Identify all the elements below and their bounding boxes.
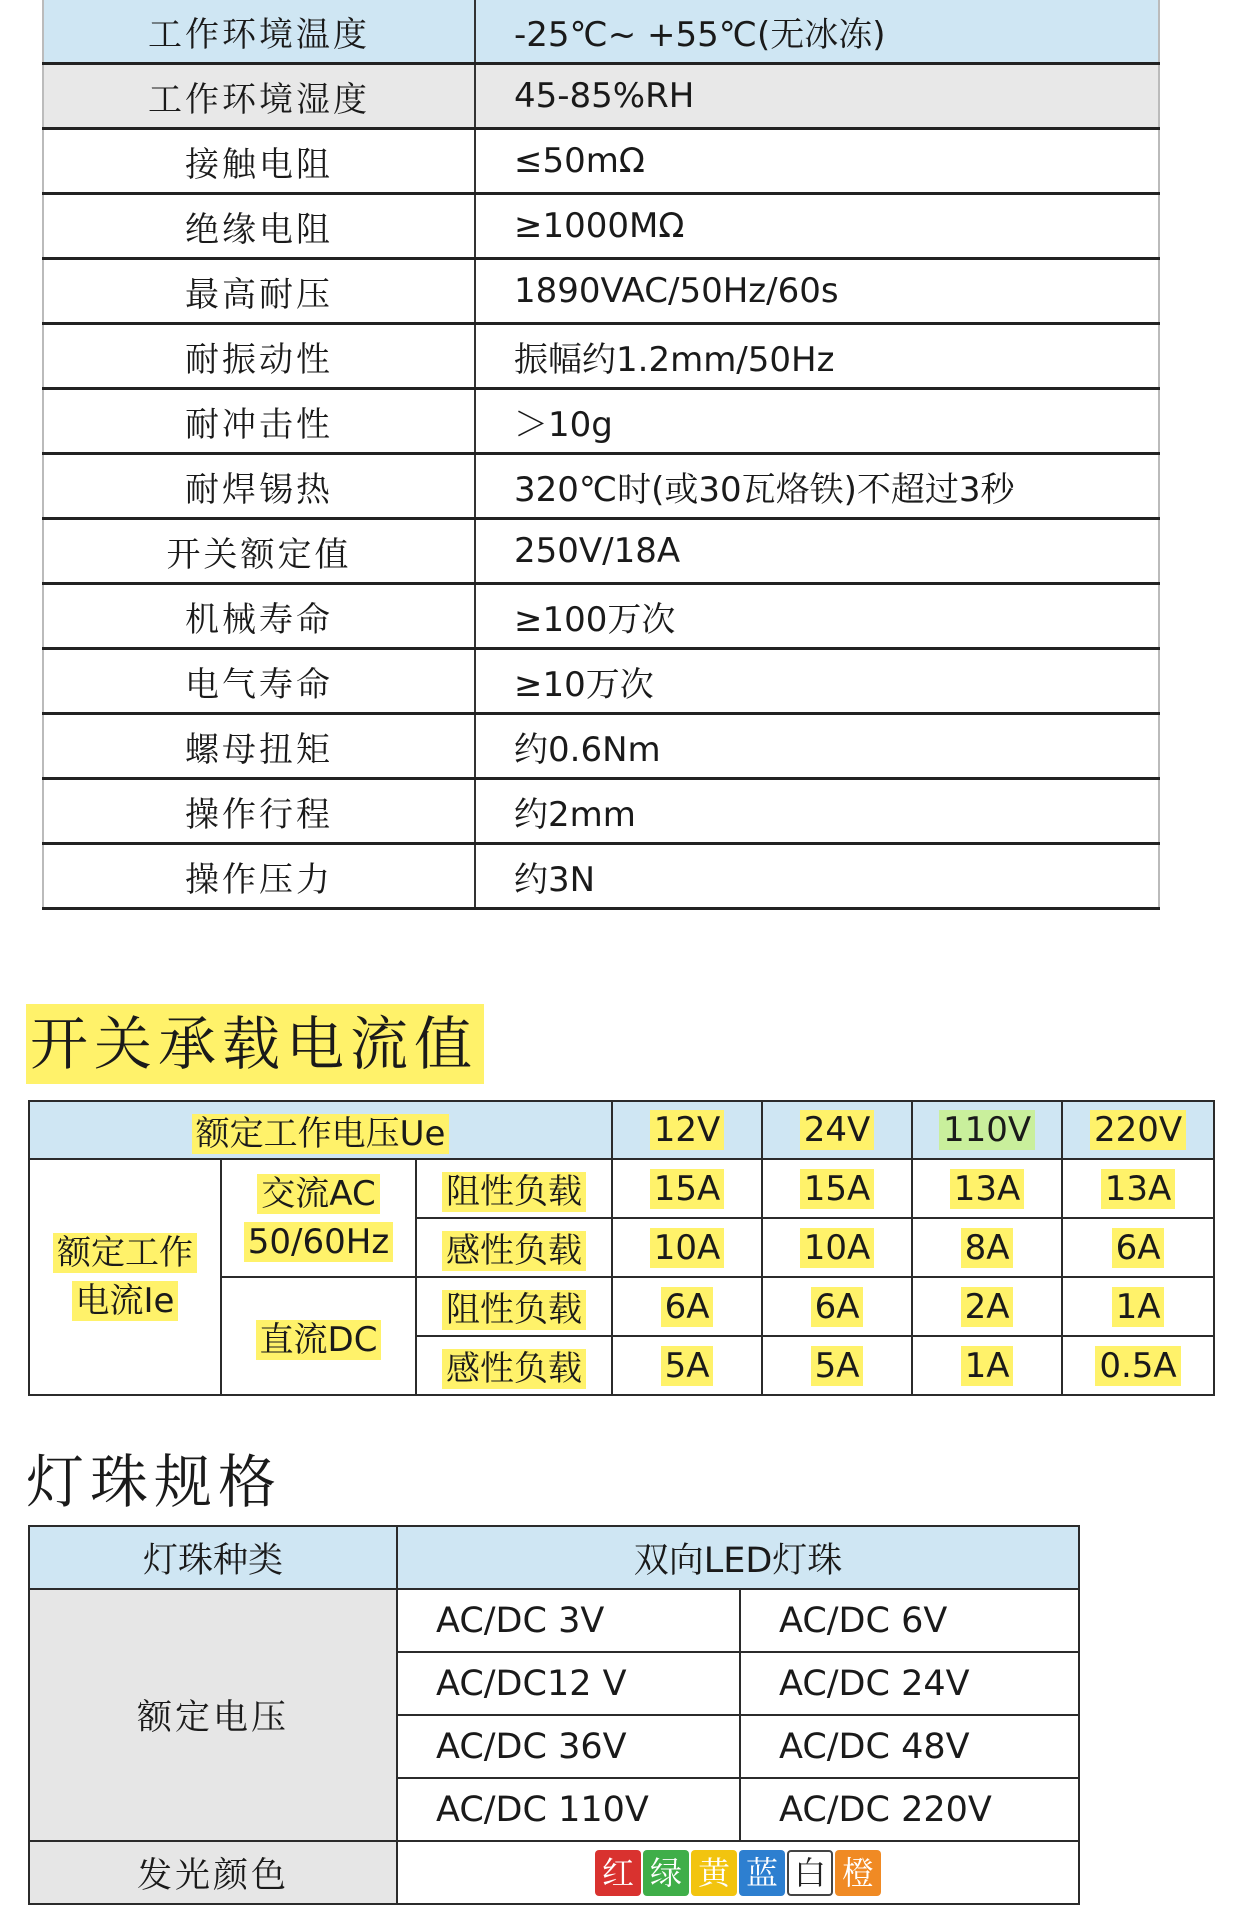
load-label: 阻性负载 <box>442 1290 586 1330</box>
voltage-cell <box>1062 1101 1214 1159</box>
voltage-cell <box>912 1101 1062 1159</box>
table-row <box>43 779 1159 844</box>
lamp-voltage: AC/DC 3V <box>397 1589 740 1652</box>
spec-label: 接触电阻 <box>43 129 475 194</box>
section-title-lamp: 灯珠规格 <box>26 1448 283 1516</box>
table-row <box>29 1589 1079 1652</box>
spec-label: 耐振动性 <box>43 324 475 389</box>
ac-label-line1: 交流AC <box>257 1174 379 1214</box>
ac-label-line2: 50/60Hz <box>244 1222 393 1262</box>
current-value: 10A <box>650 1228 725 1268</box>
table-row <box>43 0 1159 64</box>
load-cell <box>416 1218 612 1277</box>
current-value: 2A <box>961 1287 1014 1327</box>
voltage-label: 110V <box>939 1110 1035 1150</box>
current-group-line1: 额定工作 <box>53 1233 197 1273</box>
current-value: 5A <box>661 1346 714 1386</box>
lamp-voltage: AC/DC 36V <box>397 1715 740 1778</box>
spec-value: 320℃时(或30瓦烙铁)不超过3秒 <box>475 454 1159 519</box>
current-value: 13A <box>950 1169 1025 1209</box>
voltage-cell <box>762 1101 912 1159</box>
color-chip-red: 红 <box>595 1850 641 1896</box>
color-chips <box>397 1841 1079 1904</box>
color-chip-green: 绿 <box>643 1850 689 1896</box>
table-row <box>43 324 1159 389</box>
current-value-cell <box>762 1159 912 1218</box>
spec-label: 操作行程 <box>43 779 475 844</box>
current-value: 10A <box>800 1228 875 1268</box>
lamp-voltage: AC/DC 24V <box>740 1652 1079 1715</box>
color-chip-orange: 橙 <box>835 1850 881 1896</box>
lamp-voltage: AC/DC 6V <box>740 1589 1079 1652</box>
current-value-cell <box>1062 1277 1214 1336</box>
current-value: 15A <box>650 1169 725 1209</box>
table-row <box>43 844 1159 909</box>
table-row <box>43 389 1159 454</box>
table-row <box>43 649 1159 714</box>
table-row <box>43 194 1159 259</box>
lamp-voltage: AC/DC 220V <box>740 1778 1079 1841</box>
spec-label: 绝缘电阻 <box>43 194 475 259</box>
table-row <box>43 129 1159 194</box>
table-row <box>29 1841 1079 1904</box>
voltage-label: 220V <box>1090 1110 1186 1150</box>
current-value-cell <box>762 1277 912 1336</box>
spec-value: 1890VAC/50Hz/60s <box>475 259 1159 324</box>
current-value: 1A <box>961 1346 1014 1386</box>
current-value-cell <box>612 1159 762 1218</box>
load-label: 感性负载 <box>442 1349 586 1389</box>
current-value-cell <box>1062 1336 1214 1395</box>
table-row <box>43 64 1159 129</box>
spec-label: 工作环境湿度 <box>43 64 475 129</box>
ac-cell <box>221 1159 416 1277</box>
dc-cell <box>221 1277 416 1395</box>
table-row <box>43 519 1159 584</box>
spec-value: 250V/18A <box>475 519 1159 584</box>
current-value: 15A <box>800 1169 875 1209</box>
current-value: 1A <box>1112 1287 1165 1327</box>
dc-label: 直流DC <box>256 1320 382 1360</box>
table-row <box>29 1159 1214 1218</box>
lamp-voltage: AC/DC12 V <box>397 1652 740 1715</box>
current-value-cell <box>612 1336 762 1395</box>
load-cell <box>416 1277 612 1336</box>
spec-label: 耐冲击性 <box>43 389 475 454</box>
spec-value: 45-85%RH <box>475 64 1159 129</box>
spec-value: ≥1000MΩ <box>475 194 1159 259</box>
load-cell <box>416 1336 612 1395</box>
rated-voltage-label: 额定电压 <box>29 1589 397 1841</box>
current-value-cell <box>612 1277 762 1336</box>
lamp-table <box>28 1525 1080 1905</box>
table-header-row <box>29 1101 1214 1159</box>
spec-label: 耐焊锡热 <box>43 454 475 519</box>
current-value: 6A <box>1112 1228 1165 1268</box>
spec-table <box>42 0 1160 910</box>
current-value-cell <box>912 1218 1062 1277</box>
spec-value: 约0.6Nm <box>475 714 1159 779</box>
voltage-cell <box>612 1101 762 1159</box>
spec-value: 振幅约1.2mm/50Hz <box>475 324 1159 389</box>
section-title-current: 开关承载电流值 <box>26 1004 484 1084</box>
voltage-header-cell <box>29 1101 612 1159</box>
table-row <box>43 714 1159 779</box>
lamp-type-label: 灯珠种类 <box>29 1526 397 1589</box>
current-value: 5A <box>811 1346 864 1386</box>
current-value-cell <box>912 1159 1062 1218</box>
color-chip-blue: 蓝 <box>739 1850 785 1896</box>
voltage-label: 24V <box>800 1110 875 1150</box>
spec-value: 约2mm <box>475 779 1159 844</box>
current-table <box>28 1100 1215 1396</box>
spec-value: ＞10g <box>475 389 1159 454</box>
lamp-voltage: AC/DC 110V <box>397 1778 740 1841</box>
spec-label: 工作环境温度 <box>43 0 475 64</box>
spec-label: 螺母扭矩 <box>43 714 475 779</box>
spec-value: ≥10万次 <box>475 649 1159 714</box>
current-value: 6A <box>661 1287 714 1327</box>
current-group-cell <box>29 1159 221 1395</box>
voltage-label: 12V <box>650 1110 725 1150</box>
lamp-type-value: 双向LED灯珠 <box>397 1526 1079 1589</box>
spec-label: 开关额定值 <box>43 519 475 584</box>
lamp-voltage: AC/DC 48V <box>740 1715 1079 1778</box>
emit-color-label: 发光颜色 <box>29 1841 397 1904</box>
load-label: 阻性负载 <box>442 1172 586 1212</box>
current-value: 8A <box>961 1228 1014 1268</box>
table-row <box>43 584 1159 649</box>
current-value-cell <box>762 1336 912 1395</box>
spec-label: 最高耐压 <box>43 259 475 324</box>
load-cell <box>416 1159 612 1218</box>
current-value-cell <box>912 1336 1062 1395</box>
current-value-cell <box>612 1218 762 1277</box>
current-group-line2: 电流Ie <box>72 1281 179 1321</box>
current-value-cell <box>762 1218 912 1277</box>
current-value: 0.5A <box>1095 1346 1180 1386</box>
current-value-cell <box>912 1277 1062 1336</box>
color-chip-yellow: 黄 <box>691 1850 737 1896</box>
table-row <box>43 454 1159 519</box>
spec-value: ≤50mΩ <box>475 129 1159 194</box>
spec-label: 操作压力 <box>43 844 475 909</box>
spec-label: 电气寿命 <box>43 649 475 714</box>
color-chip-white: 白 <box>787 1850 833 1896</box>
load-label: 感性负载 <box>442 1231 586 1271</box>
spec-value: -25℃~ +55℃(无冰冻) <box>475 0 1159 64</box>
spec-label: 机械寿命 <box>43 584 475 649</box>
table-header-row <box>29 1526 1079 1589</box>
spec-value: ≥100万次 <box>475 584 1159 649</box>
voltage-header-label: 额定工作电压Ue <box>192 1114 450 1154</box>
current-value: 6A <box>811 1287 864 1327</box>
spec-value: 约3N <box>475 844 1159 909</box>
table-row <box>43 259 1159 324</box>
current-value-cell <box>1062 1159 1214 1218</box>
current-value: 13A <box>1101 1169 1176 1209</box>
current-value-cell <box>1062 1218 1214 1277</box>
